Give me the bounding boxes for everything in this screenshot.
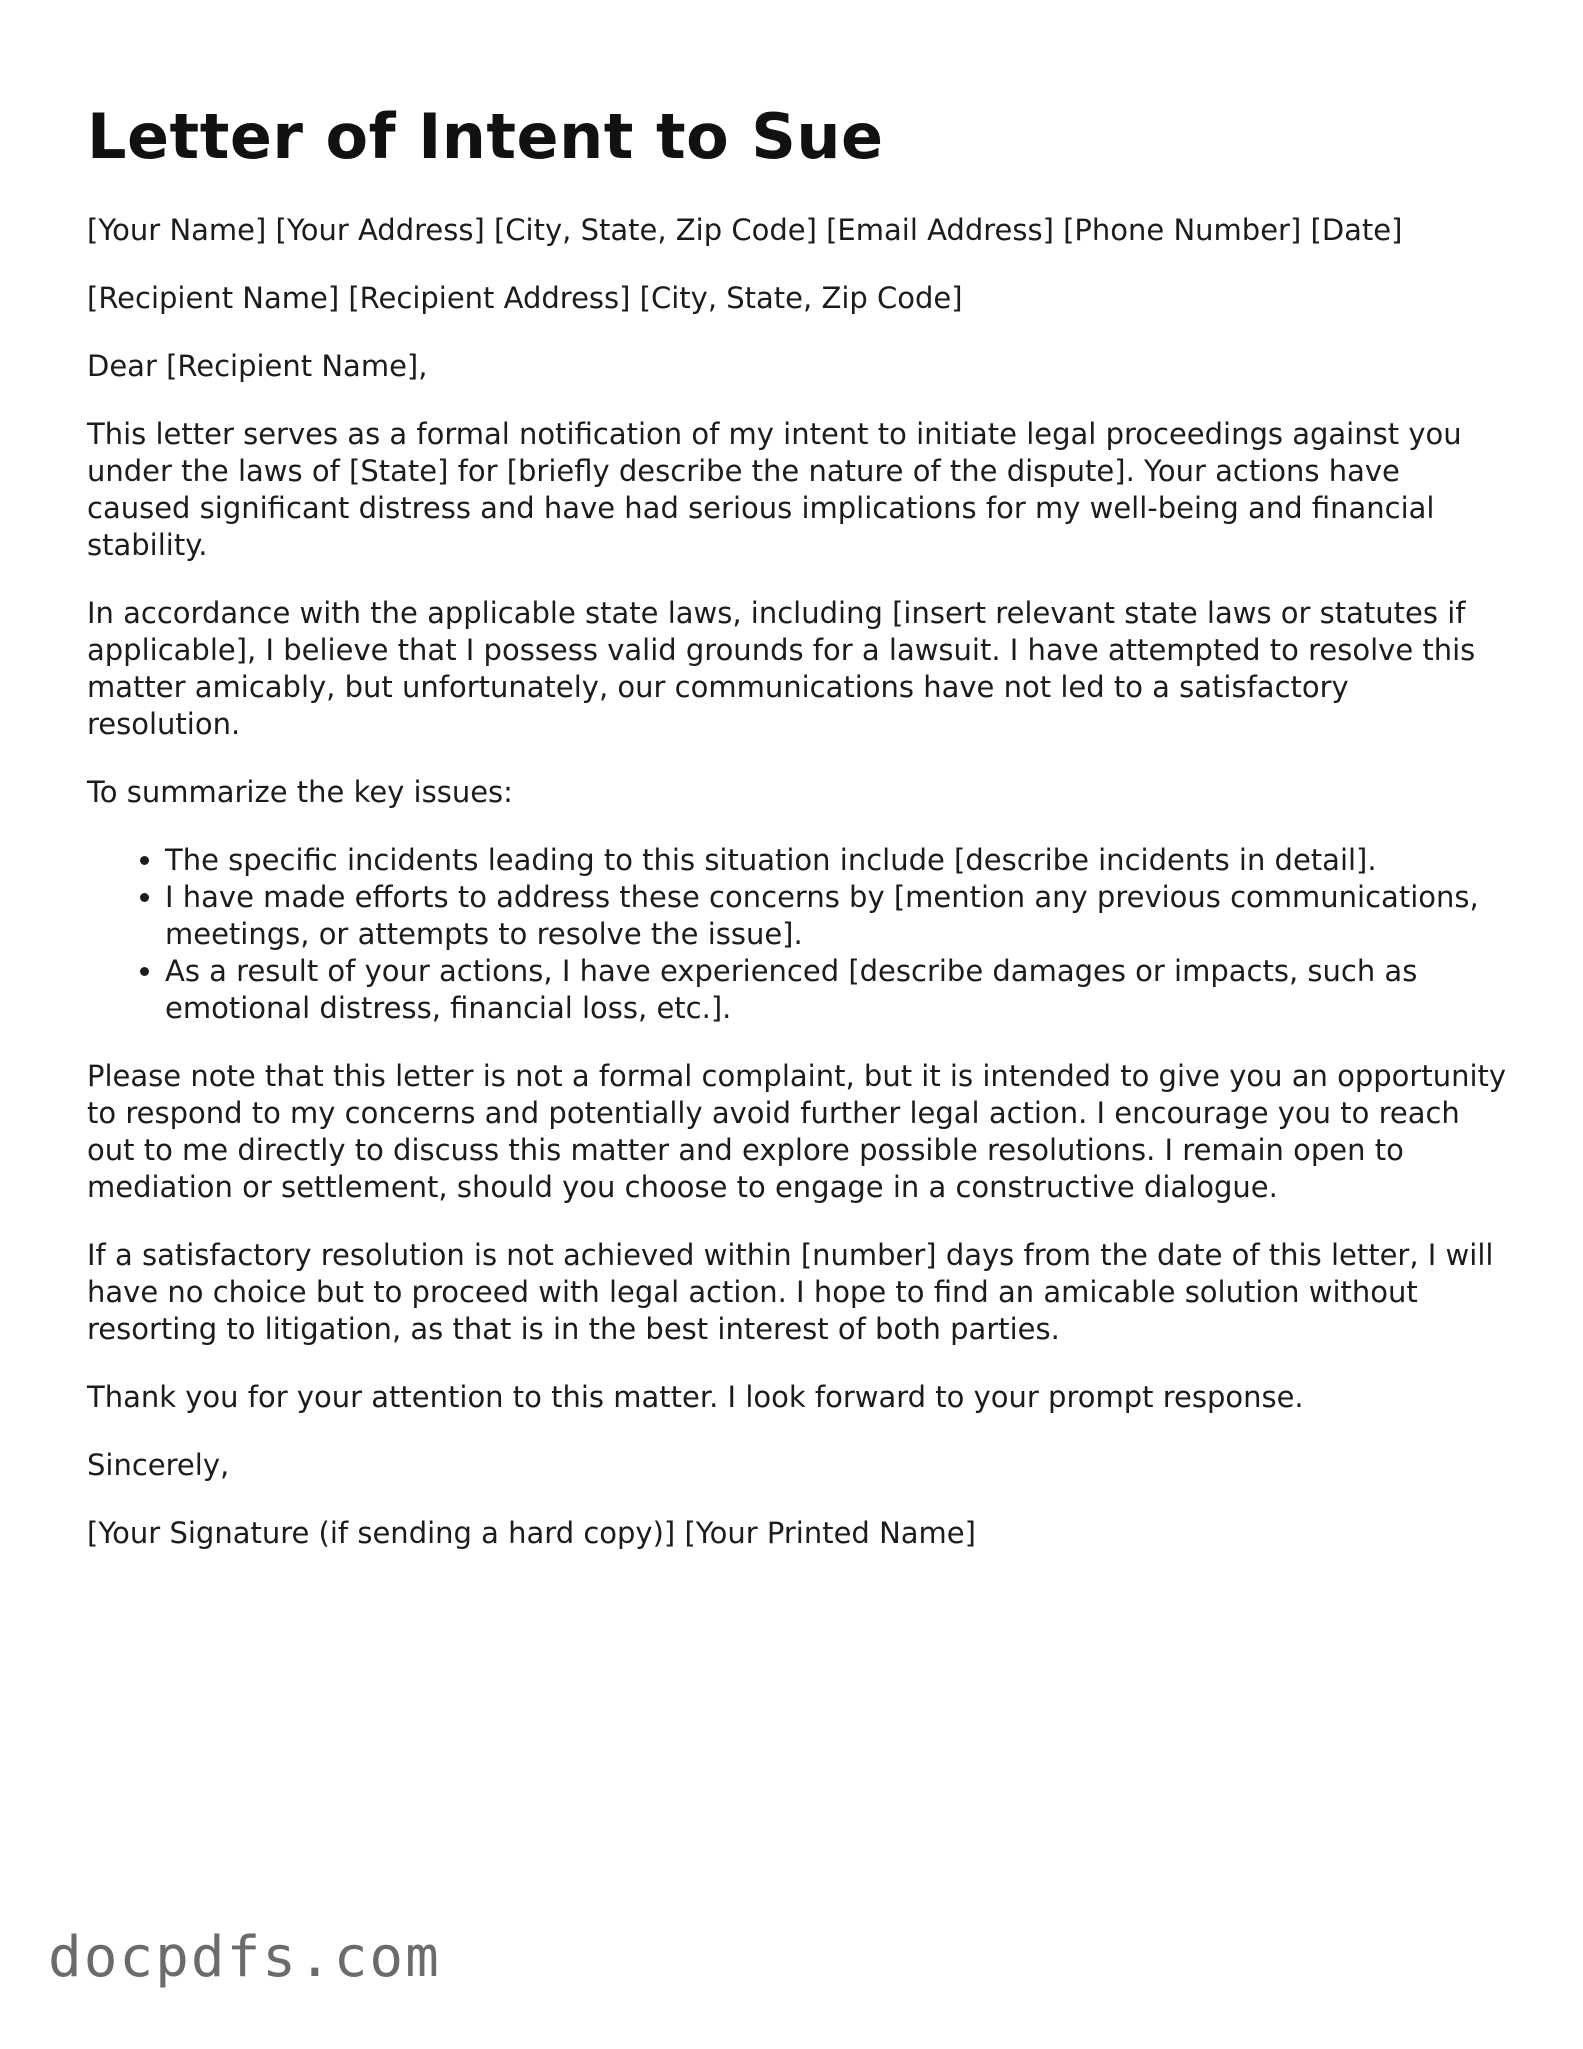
sender-block: [Your Name] [Your Address] [City, State, Zip Code] [Email Address] [Phone Number] [Date] (87, 213, 1403, 248)
response-paragraph: Please note that this letter is not a formal complaint, but it is intended to give you an opportunity to respond to my concerns and potentially avoid further legal action. I encourage you to reach out to me directly to discuss this matter and explore possible resolutions. I remain open to mediation or settlement, should you choose to engage in a constructive dialogue. (87, 1059, 1507, 1205)
sign-off: Sincerely, (87, 1448, 230, 1483)
list-item: • As a result of your actions, I have experienced [describe damages or impacts, such as emotional distress, financial loss, etc.]. (165, 953, 1507, 1027)
issues-list (87, 842, 1507, 1027)
closing-line: Thank you for your attention to this matter. I look forward to your prompt response. (87, 1380, 1304, 1415)
site-watermark: docpdfs.com (48, 1925, 441, 1990)
list-item: • I have made efforts to address these concerns by [mention any previous communications, meetings, or attempts to resolve the issue]. (165, 879, 1507, 953)
document-title: Letter of Intent to Sue (87, 100, 884, 173)
grounds-paragraph: In accordance with the applicable state laws, including [insert relevant state laws or statutes if applicable], I believe that I possess valid grounds for a lawsuit. I have attempted to resolve this matter amicably, but unfortunately, our communications have not led to a satisfactory resolution. (87, 596, 1476, 742)
recipient-block: [Recipient Name] [Recipient Address] [City, State, Zip Code] (87, 281, 963, 316)
list-item: • The specific incidents leading to this situation include [describe incidents in detail]. (165, 842, 1507, 879)
salutation: Dear [Recipient Name], (87, 349, 428, 384)
intro-paragraph: This letter serves as a formal notification of my intent to initiate legal proceedings against you under the laws of [State] for [briefly describe the nature of the dispute]. Your actions have caused significant distress and have had serious implications for my well-being and financial stability. (87, 417, 1462, 563)
signature-block: [Your Signature (if sending a hard copy)] [Your Printed Name] (87, 1516, 976, 1551)
deadline-paragraph: If a satisfactory resolution is not achieved within [number] days from the date of this letter, I will have no choice but to proceed with legal action. I hope to find an amicable solution without resorting to litigation, as that is in the best interest of both parties. (87, 1238, 1494, 1347)
letter-page (87, 100, 1507, 1583)
summary-intro: To summarize the key issues: (87, 775, 513, 810)
